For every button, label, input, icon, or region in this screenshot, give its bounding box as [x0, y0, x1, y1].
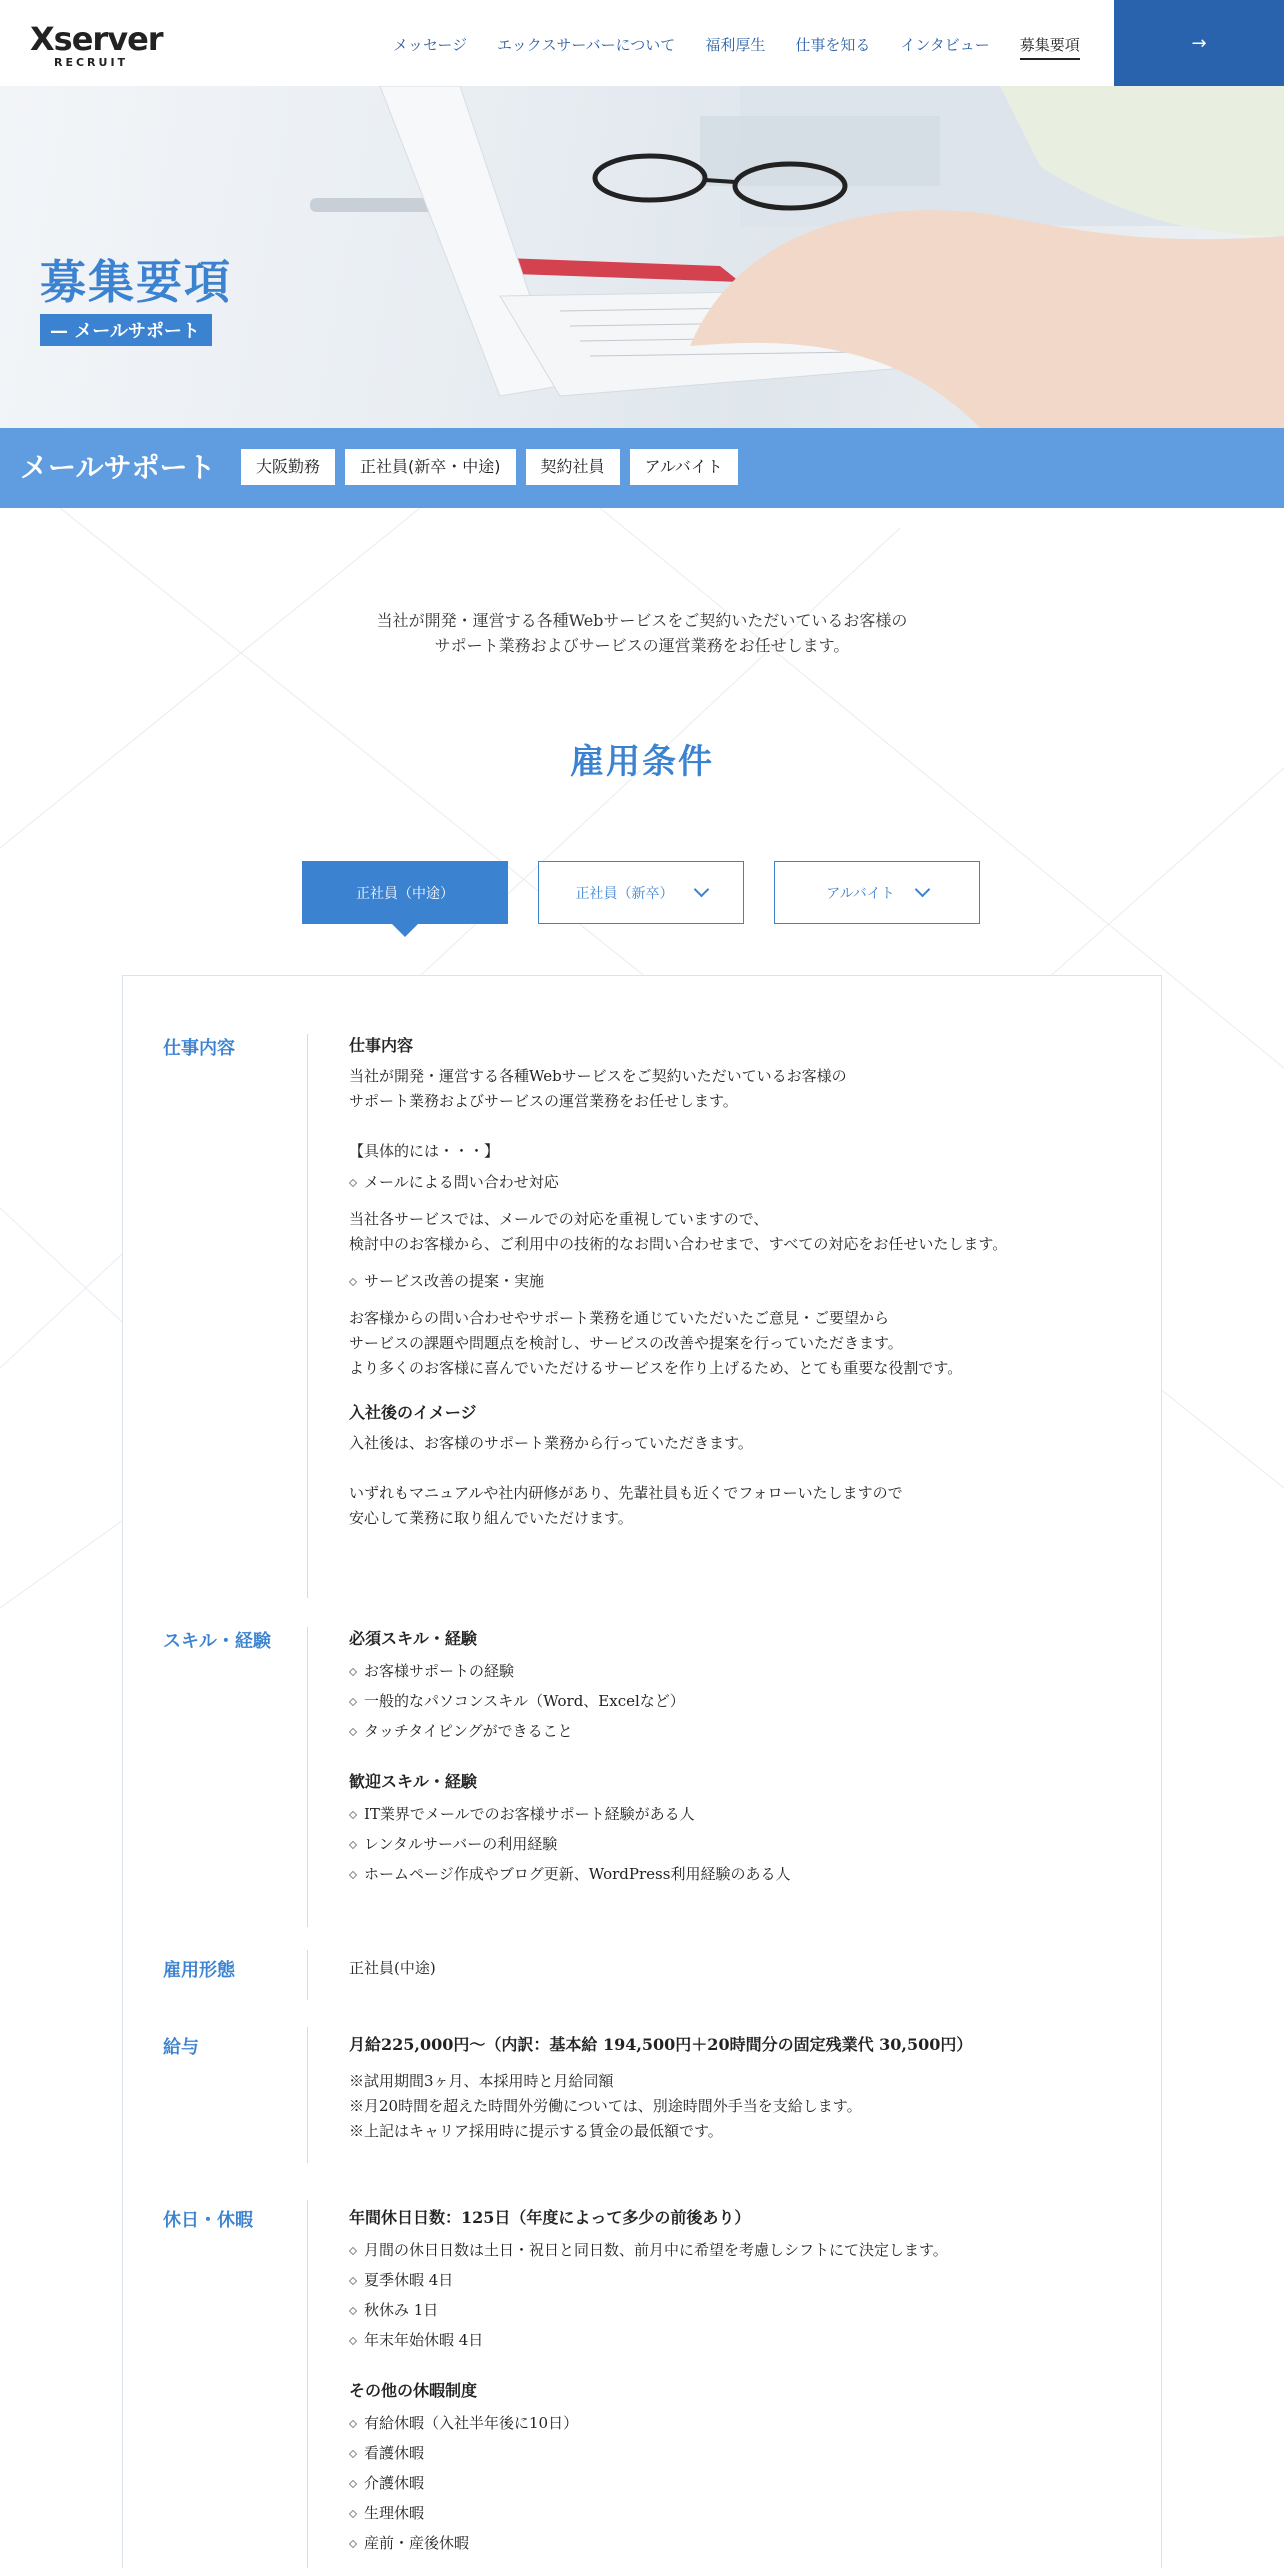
- nav-benefits[interactable]: 福利厚生: [705, 36, 766, 54]
- nav-about[interactable]: エックスサーバーについて: [497, 36, 676, 54]
- row-divider: [307, 1950, 308, 2000]
- row-body: [349, 1034, 1129, 1531]
- text-line: サポート業務およびサービスの運営業務をお任せします。: [349, 1092, 738, 1110]
- arrow-right-icon: →: [1191, 32, 1207, 54]
- list-item: サービス改善の提案・実施: [349, 1269, 1129, 1294]
- entry-button[interactable]: [1114, 0, 1284, 86]
- list-item: 秋休み 1日: [349, 2298, 1129, 2323]
- row-divider: [307, 1034, 308, 1598]
- row-label: 雇用形態: [163, 1960, 235, 1981]
- list-item: 看護休暇: [349, 2441, 1129, 2466]
- list-item: メールによる問い合わせ対応: [349, 1170, 1129, 1195]
- row-body: [349, 2033, 1129, 2144]
- nav-interview[interactable]: インタビュー: [900, 36, 990, 54]
- list-item: 産前・産後休暇: [349, 2531, 1129, 2556]
- category-tags: [241, 449, 748, 485]
- row-divider: [307, 2027, 308, 2163]
- text-line: ※試用期間3ヶ月、本採用時と月給同額: [349, 2072, 614, 2090]
- chevron-down-icon: [693, 882, 709, 898]
- text-line: いずれもマニュアルや社内研修があり、先輩社員も近くでフォローいたしますので: [349, 1484, 903, 1502]
- text-line: 検討中のお客様から、ご利用中の技術的なお問い合わせまで、すべての対応をお任せいたします。: [349, 1235, 1008, 1253]
- list-item: お客様サポートの経験: [349, 1659, 1129, 1684]
- text-line: 当社が開発・運営する各種Webサービスをご契約いただいているお客様の: [349, 1067, 847, 1085]
- intro-line-1: 当社が開発・運営する各種Webサービスをご契約いただいているお客様の: [376, 611, 908, 630]
- text-line: 【具体的には・・・】: [349, 1142, 500, 1160]
- tab-fulltime-newgrad[interactable]: [538, 861, 744, 924]
- list-item: 生理休暇: [349, 2501, 1129, 2526]
- row-label: スキル・経験: [163, 1631, 271, 1652]
- text-line: 安心して業務に取り組んでいただけます。: [349, 1509, 633, 1527]
- row-label: 給与: [163, 2037, 199, 2058]
- tag-osaka: 大阪勤務: [241, 449, 335, 485]
- list-item: タッチタイピングができること: [349, 1719, 1129, 1744]
- tag-parttime: アルバイト: [630, 449, 738, 485]
- text-line: サービスの課題や問題点を検討し、サービスの改善や提案を行っていただきます。: [349, 1334, 903, 1352]
- row-body: [349, 1956, 1129, 1981]
- logo-main-text: Xserver: [30, 20, 163, 58]
- nav-requirements[interactable]: 募集要項: [1020, 34, 1080, 60]
- category-bar: [0, 428, 1284, 508]
- site-header: [0, 0, 1284, 86]
- chevron-down-icon: [914, 882, 930, 898]
- subheading: 年間休日日数：125日（年度によって多少の前後あり）: [349, 2208, 751, 2227]
- row-body: [349, 2206, 1129, 2556]
- logo[interactable]: [30, 22, 163, 70]
- list-item: 年末年始休暇 4日: [349, 2328, 1129, 2353]
- list-item: 介護休暇: [349, 2471, 1129, 2496]
- subheading: その他の休暇制度: [349, 2381, 478, 2400]
- subheading: 歓迎スキル・経験: [349, 1772, 477, 1791]
- tab-parttime[interactable]: [774, 861, 980, 924]
- list-item: 夏季休暇 4日: [349, 2268, 1129, 2293]
- list-item: IT業界でメールでのお客様サポート経験がある人: [349, 1802, 1129, 1827]
- subheading: 必須スキル・経験: [349, 1629, 477, 1648]
- text-line: ※月20時間を超えた時間外労働については、別途時間外手当を支給します。: [349, 2097, 862, 2115]
- intro-line-2: サポート業務およびサービスの運営業務をお任せします。: [434, 636, 850, 655]
- row-body: [349, 1627, 1129, 1887]
- hero-banner: [0, 86, 1284, 428]
- list-item: 一般的なパソコンスキル（Word、Excelなど）: [349, 1689, 1129, 1714]
- list-item: レンタルサーバーの利用経験: [349, 1832, 1129, 1857]
- text-line: 入社後は、お客様のサポート業務から行っていただきます。: [349, 1434, 753, 1452]
- text-line: お客様からの問い合わせやサポート業務を通じていただいたご意見・ご要望から: [349, 1309, 890, 1327]
- tab-label: 正社員（中途）: [356, 885, 454, 902]
- text-line: 正社員(中途): [349, 1959, 436, 1977]
- row-label: 仕事内容: [163, 1038, 235, 1059]
- tag-contract: 契約社員: [526, 449, 620, 485]
- row-divider: [307, 1627, 308, 1927]
- employment-tabs: [302, 861, 1010, 924]
- row-label: 休日・休暇: [163, 2210, 253, 2231]
- subheading: 仕事内容: [349, 1036, 414, 1055]
- list-item: 有給休暇（入社半年後に10日）: [349, 2411, 1129, 2436]
- tab-label: 正社員（新卒）: [575, 885, 674, 902]
- requirements-card: [122, 975, 1162, 2568]
- nav-work[interactable]: 仕事を知る: [795, 36, 871, 54]
- text-line: より多くのお客様に喜んでいただけるサービスを作り上げるため、とても重要な役割です。: [349, 1359, 963, 1377]
- list-item: ホームページ作成やブログ更新、WordPress利用経験のある人: [349, 1862, 1129, 1887]
- tab-label: アルバイト: [826, 885, 895, 902]
- nav-message[interactable]: メッセージ: [393, 36, 468, 54]
- section-title: 雇用条件: [570, 742, 714, 782]
- tag-fulltime: 正社員(新卒・中途): [345, 449, 516, 485]
- logo-sub-text: RECRUIT: [54, 56, 129, 69]
- subheading: 月給225,000円～（内訳：基本給 194,500円＋20時間分の固定残業代 30,500円）: [349, 2035, 973, 2054]
- page-title: 募集要項: [40, 255, 232, 309]
- subheading: 入社後のイメージ: [349, 1403, 477, 1422]
- category-title: メールサポート: [20, 451, 216, 484]
- intro-text: [0, 608, 1284, 658]
- main-nav: [393, 34, 1110, 60]
- row-divider: [307, 2200, 308, 2568]
- list-item: 月間の休日日数は土日・祝日と同日数、前月中に希望を考慮しシフトにて決定します。: [349, 2238, 1129, 2263]
- text-line: ※上記はキャリア採用時に提示する賃金の最低額です。: [349, 2122, 723, 2140]
- hero-category-tag: — メールサポート: [40, 314, 212, 346]
- text-line: 当社各サービスでは、メールでの対応を重視していますので、: [349, 1210, 769, 1228]
- tab-fulltime-midcareer[interactable]: [302, 861, 508, 924]
